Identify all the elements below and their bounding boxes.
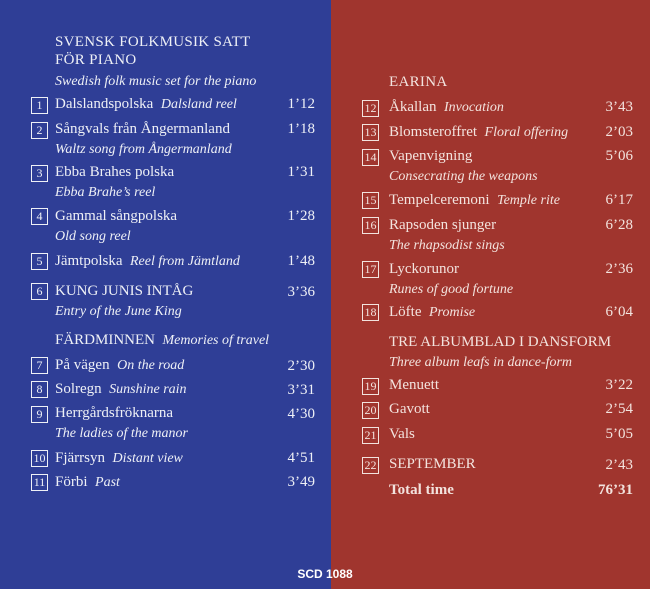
- track-duration: 2’36: [605, 261, 633, 277]
- track-duration: 1’48: [287, 253, 315, 269]
- track-title: På vägen On the road: [55, 357, 185, 373]
- track-title: Förbi Past: [55, 474, 120, 490]
- track-number: 4: [31, 208, 48, 225]
- heading-sv-line1: SVENSK FOLKMUSIK SATT: [55, 34, 251, 50]
- track-number: 2: [31, 122, 48, 139]
- track-number: 16: [362, 217, 379, 234]
- track-title: Vals: [389, 426, 415, 442]
- track-duration: 5’06: [605, 148, 633, 164]
- track-subtitle: Entry of the June King: [55, 304, 182, 319]
- track-number: 8: [31, 381, 48, 398]
- track-subtitle: Ebba Brahe’s reel: [55, 185, 156, 200]
- total-label: Total time: [389, 482, 454, 498]
- track-number: 6: [31, 283, 48, 300]
- track-duration: 2’03: [605, 124, 633, 140]
- track-number: 3: [31, 165, 48, 182]
- track-title: Blomsteroffret Floral offering: [389, 124, 569, 140]
- track-duration: 1’18: [287, 121, 315, 137]
- track-subtitle: The rhapsodist sings: [389, 238, 505, 253]
- track-title: Gammal sångpolska: [55, 208, 178, 224]
- track-title: Dalslandspolska Dalsland reel: [55, 96, 237, 112]
- track-duration: 2’54: [605, 401, 633, 417]
- heading-sv-line2: FÖR PIANO: [55, 52, 137, 68]
- track-number: 19: [362, 378, 379, 395]
- section-subheading: Three album leafs in dance-form: [389, 355, 573, 370]
- track-duration: 2’30: [287, 358, 315, 374]
- section-heading: TRE ALBUMBLAD I DANSFORM: [389, 334, 612, 350]
- section-heading: FÄRDMINNEN Memories of travel: [55, 332, 270, 348]
- track-number: 1: [31, 97, 48, 114]
- track-number: 20: [362, 402, 379, 419]
- track-number: 9: [31, 406, 48, 423]
- track-duration: 3’31: [287, 382, 315, 398]
- track-duration: 2’43: [605, 457, 633, 473]
- catalog-number: SCD 1088: [297, 567, 353, 581]
- track-title: Rapsoden sjunger: [389, 217, 497, 233]
- track-duration: 1’28: [287, 208, 315, 224]
- track-number: 11: [31, 474, 48, 491]
- total-duration: 76’31: [598, 482, 633, 498]
- track-number: 7: [31, 357, 48, 374]
- track-duration: 1’12: [287, 96, 315, 112]
- track-duration: 3’22: [605, 377, 633, 393]
- right-panel: [331, 0, 650, 589]
- track-title: Gavott: [389, 401, 430, 417]
- track-title: Löfte Promise: [389, 304, 476, 320]
- track-title: Åkallan Invocation: [389, 99, 504, 115]
- track-duration: 4’51: [287, 450, 315, 466]
- track-number: 10: [31, 450, 48, 467]
- heading-en: Swedish folk music set for the piano: [55, 74, 257, 89]
- track-title: KUNG JUNIS INTÅG: [55, 283, 194, 299]
- track-duration: 4’30: [287, 406, 315, 422]
- track-title: Vapenvigning: [389, 148, 473, 164]
- track-duration: 6’28: [605, 217, 633, 233]
- track-number: 12: [362, 100, 379, 117]
- track-title: Ebba Brahes polska: [55, 164, 175, 180]
- track-duration: 6’17: [605, 192, 633, 208]
- track-subtitle: Waltz song from Ångermanland: [55, 142, 232, 157]
- track-number: 18: [362, 304, 379, 321]
- track-number: 13: [362, 124, 379, 141]
- track-number: 22: [362, 457, 379, 474]
- track-title: Solregn Sunshine rain: [55, 381, 187, 397]
- track-number: 17: [362, 261, 379, 278]
- track-subtitle: Runes of good fortune: [389, 282, 514, 297]
- track-number: 5: [31, 253, 48, 270]
- track-number: 21: [362, 427, 379, 444]
- track-subtitle: The ladies of the manor: [55, 426, 188, 441]
- track-title: Menuett: [389, 377, 439, 393]
- track-title: Herrgårdsfröknarna: [55, 405, 174, 421]
- track-duration: 6’04: [605, 304, 633, 320]
- track-title: Jämtpolska Reel from Jämtland: [55, 253, 240, 269]
- track-title: Fjärrsyn Distant view: [55, 450, 183, 466]
- track-subtitle: Old song reel: [55, 229, 131, 244]
- track-title: Lyckorunor: [389, 261, 459, 277]
- track-title: Sångvals från Ångermanland: [55, 121, 230, 137]
- track-subtitle: Consecrating the weapons: [389, 169, 538, 184]
- track-duration: 3’43: [605, 99, 633, 115]
- track-number: 14: [362, 149, 379, 166]
- track-duration: 3’36: [287, 284, 315, 300]
- track-duration: 5’05: [605, 426, 633, 442]
- section-heading: EARINA: [389, 74, 448, 90]
- track-duration: 1’31: [287, 164, 315, 180]
- track-title: Tempelceremoni Temple rite: [389, 192, 560, 208]
- track-number: 15: [362, 192, 379, 209]
- track-title: SEPTEMBER: [389, 456, 476, 472]
- track-duration: 3’49: [287, 474, 315, 490]
